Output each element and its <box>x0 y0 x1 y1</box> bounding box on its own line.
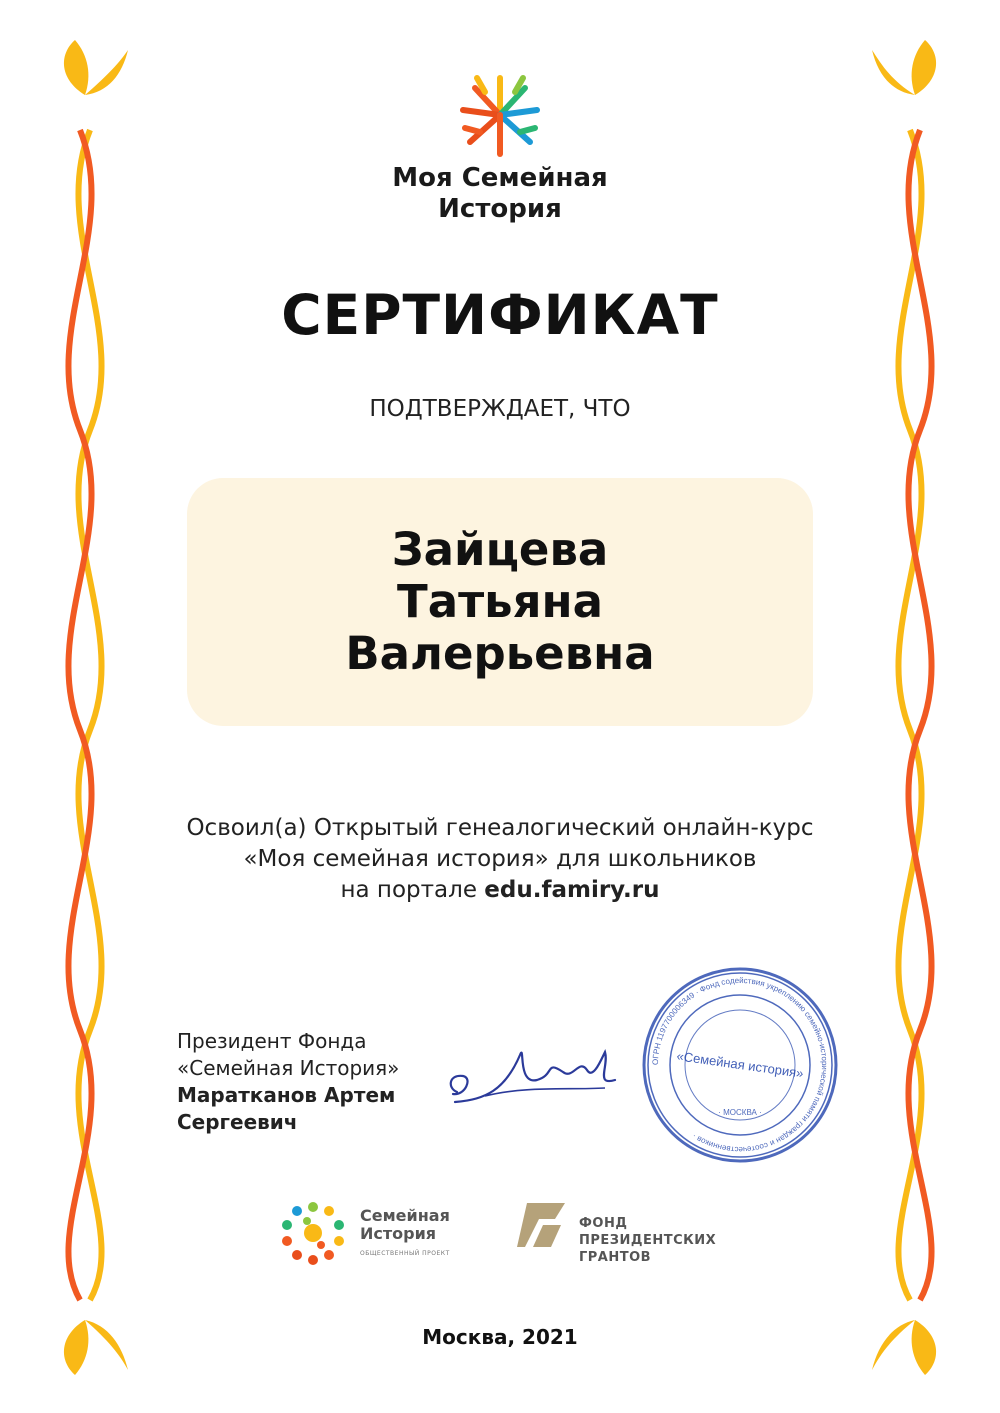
partner1-line1: Семейная <box>360 1206 450 1225</box>
recipient-patronymic: Валерьевна <box>345 627 655 680</box>
signatory-block <box>177 1028 399 1136</box>
brand-title <box>0 163 1000 225</box>
signatory-name-line2: Сергеевич <box>177 1110 298 1134</box>
signatory-name-line1: Маратканов Артем <box>177 1083 396 1107</box>
signatory-role-line2: «Семейная История» <box>177 1056 400 1080</box>
course-line1: Освоил(а) Открытый генеалогический онлайн-курс <box>186 815 814 841</box>
leaf-top-left-1 <box>64 40 88 95</box>
presidential-grants-logo-icon <box>515 1195 575 1255</box>
partner1-subtitle: ОБЩЕСТВЕННЫЙ ПРОЕКТ <box>360 1250 450 1257</box>
partner1-name <box>360 1207 450 1243</box>
family-tree-logo-icon <box>455 70 545 160</box>
certificate-title: СЕРТИФИКАТ <box>281 283 719 347</box>
signature-icon <box>445 1030 625 1120</box>
recipient-surname: Зайцева <box>391 523 609 576</box>
partner2-line2: ПРЕЗИДЕНТСКИХ <box>579 1233 717 1248</box>
confirms-text: ПОДТВЕРЖДАЕТ, ЧТО <box>369 396 631 422</box>
partner2-line1: ФОНД <box>579 1216 628 1231</box>
brand-title-line2: История <box>438 194 562 224</box>
brand-title-line1: Моя Семейная <box>392 163 608 193</box>
stamp-ring-text: ОГРН 1197700006349 · Фонд содействия укреплению семейно-исторической памяти граждан и соотечественников · <box>650 975 830 1155</box>
course-line2: «Моя семейная история» для школьников <box>243 846 757 872</box>
recipient-name-box <box>187 478 813 726</box>
course-portal: edu.famiry.ru <box>484 877 660 903</box>
partner-family-history <box>277 1195 477 1275</box>
partner2-line3: ГРАНТОВ <box>579 1250 652 1265</box>
organization-stamp-icon <box>640 965 840 1165</box>
stamp-center-text: «Семейная история» <box>675 1048 805 1081</box>
leaf-top-right-2 <box>912 40 936 95</box>
partner-presidential-grants-fund <box>515 1195 745 1275</box>
leaf-top-left-2 <box>85 50 128 95</box>
recipient-first-name: Татьяна <box>397 575 603 628</box>
partner2-name <box>579 1215 716 1266</box>
course-line3-prefix: на портале <box>340 877 485 903</box>
course-line3 <box>0 875 1000 906</box>
signatory-role-line1: Президент Фонда <box>177 1029 367 1053</box>
leaf-top-right-1 <box>872 50 915 95</box>
stamp-bottom-text: · МОСКВА · <box>718 1108 762 1117</box>
place-and-date: Москва, 2021 <box>422 1325 578 1349</box>
family-history-wreath-icon <box>277 1197 349 1269</box>
partner1-line2: История <box>360 1224 437 1243</box>
course-description <box>0 813 1000 906</box>
